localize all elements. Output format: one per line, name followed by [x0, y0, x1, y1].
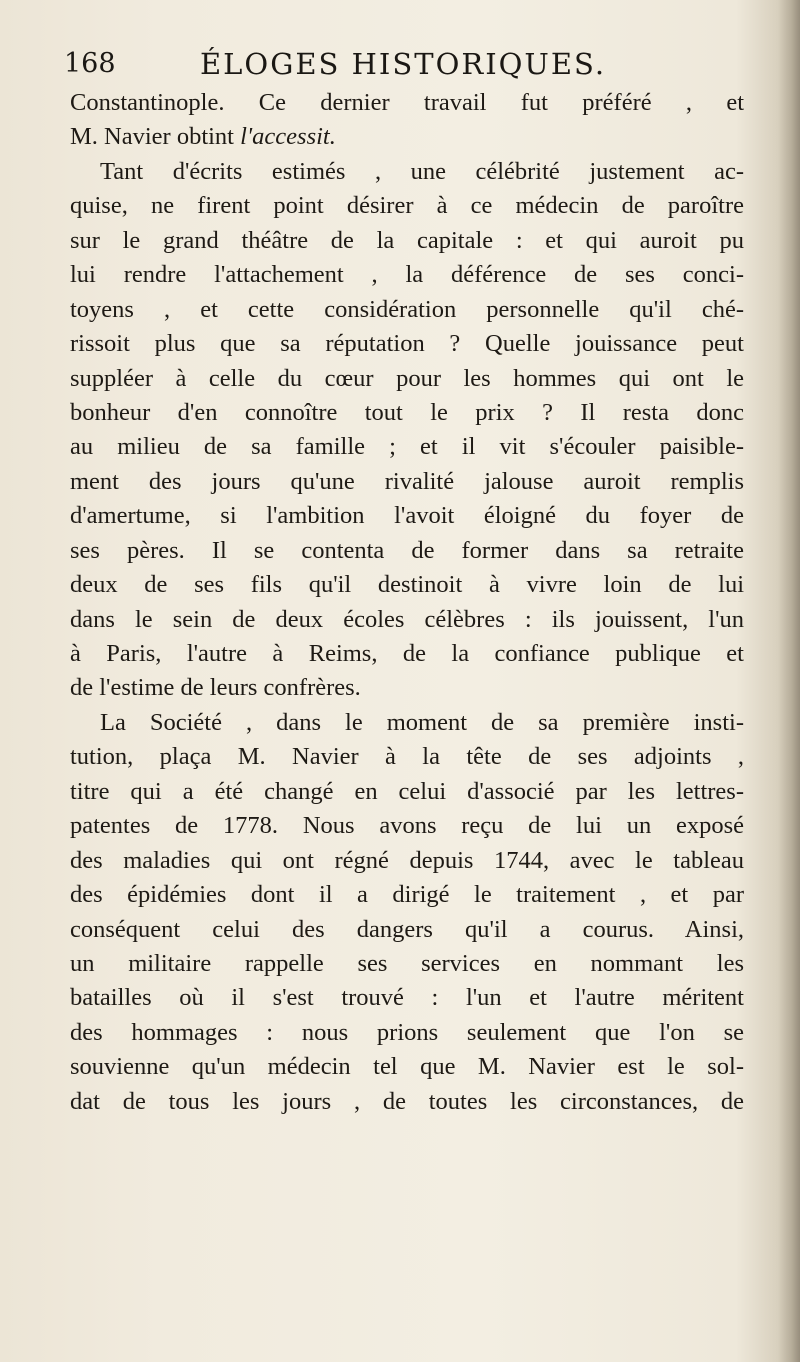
text-span: M. Navier obtint [70, 123, 241, 151]
text-line: d'amertume, si l'ambition l'avoit éloigné du foyer de [70, 502, 744, 530]
text-line: titre qui a été changé en celui d'associé par les lettres- [70, 777, 744, 805]
text-line: batailles où il s'est trouvé : l'un et l'autre méritent [70, 984, 744, 1012]
text-line: deux de ses fils qu'il destinoit à vivre loin de lui [70, 571, 744, 599]
paragraph-first-line: Tant d'écrits estimés , une célébrité justement ac- [100, 157, 744, 185]
running-title: ÉLOGES HISTORIQUES. [200, 47, 607, 81]
text-line: au milieu de sa famille ; et il vit s'écouler paisible- [70, 433, 744, 461]
text-line: ment des jours qu'une rivalité jalouse auroit remplis [70, 467, 744, 495]
text-line: sur le grand théâtre de la capitale : et qui auroit pu [70, 226, 744, 254]
text-line: rissoit plus que sa réputation ? Quelle jouissance peut [70, 330, 744, 358]
text-line: bonheur d'en connoître tout le prix ? Il resta donc [70, 398, 744, 426]
text-line: toyens , et cette considération personnelle qu'il ché- [70, 295, 744, 323]
page-number: 168 [64, 48, 116, 79]
text-line: des hommages : nous prions seulement que l'on se [70, 1018, 744, 1046]
running-head [64, 40, 744, 84]
text-line: souvienne qu'un médecin tel que M. Navier est le sol- [70, 1053, 744, 1081]
italic-term: l'accessit. [240, 123, 336, 151]
text-line: Constantinople. Ce dernier travail fut préféré , et [70, 89, 744, 116]
text-line: des épidémies dont il a dirigé le traitement , et par [70, 881, 744, 909]
text-line: suppléer à celle du cœur pour les hommes qui ont le [70, 364, 744, 392]
text-line: un militaire rappelle ses services en nommant les [70, 949, 744, 977]
text-line: à Paris, l'autre à Reims, de la confiance publique et [70, 640, 744, 667]
text-line: ses pères. Il se contenta de former dans sa retraite [70, 536, 744, 564]
text-line: tution, plaça M. Navier à la tête de ses adjoints , [70, 743, 744, 771]
text-line: lui rendre l'attachement , la déférence de ses conci- [70, 261, 744, 289]
page-edge-shadow [778, 0, 800, 1362]
paragraph-first-line: La Société , dans le moment de sa première insti- [100, 708, 744, 736]
text-line: conséquent celui des dangers qu'il a courus. Ainsi, [70, 915, 744, 943]
text-line: dat de tous les jours , de toutes les circonstances, de [70, 1087, 744, 1115]
text-line: de l'estime de leurs confrères. [70, 674, 361, 702]
text-line [70, 120, 744, 154]
text-line: patentes de 1778. Nous avons reçu de lui un exposé [70, 812, 744, 840]
text-line: des maladies qui ont régné depuis 1744, avec le tableau [70, 846, 744, 874]
text-line: quise, ne firent point désirer à ce médecin de paroître [70, 192, 744, 220]
body-text [70, 86, 744, 1119]
text-line: dans le sein de deux écoles célèbres : ils jouissent, l'un [70, 605, 744, 633]
